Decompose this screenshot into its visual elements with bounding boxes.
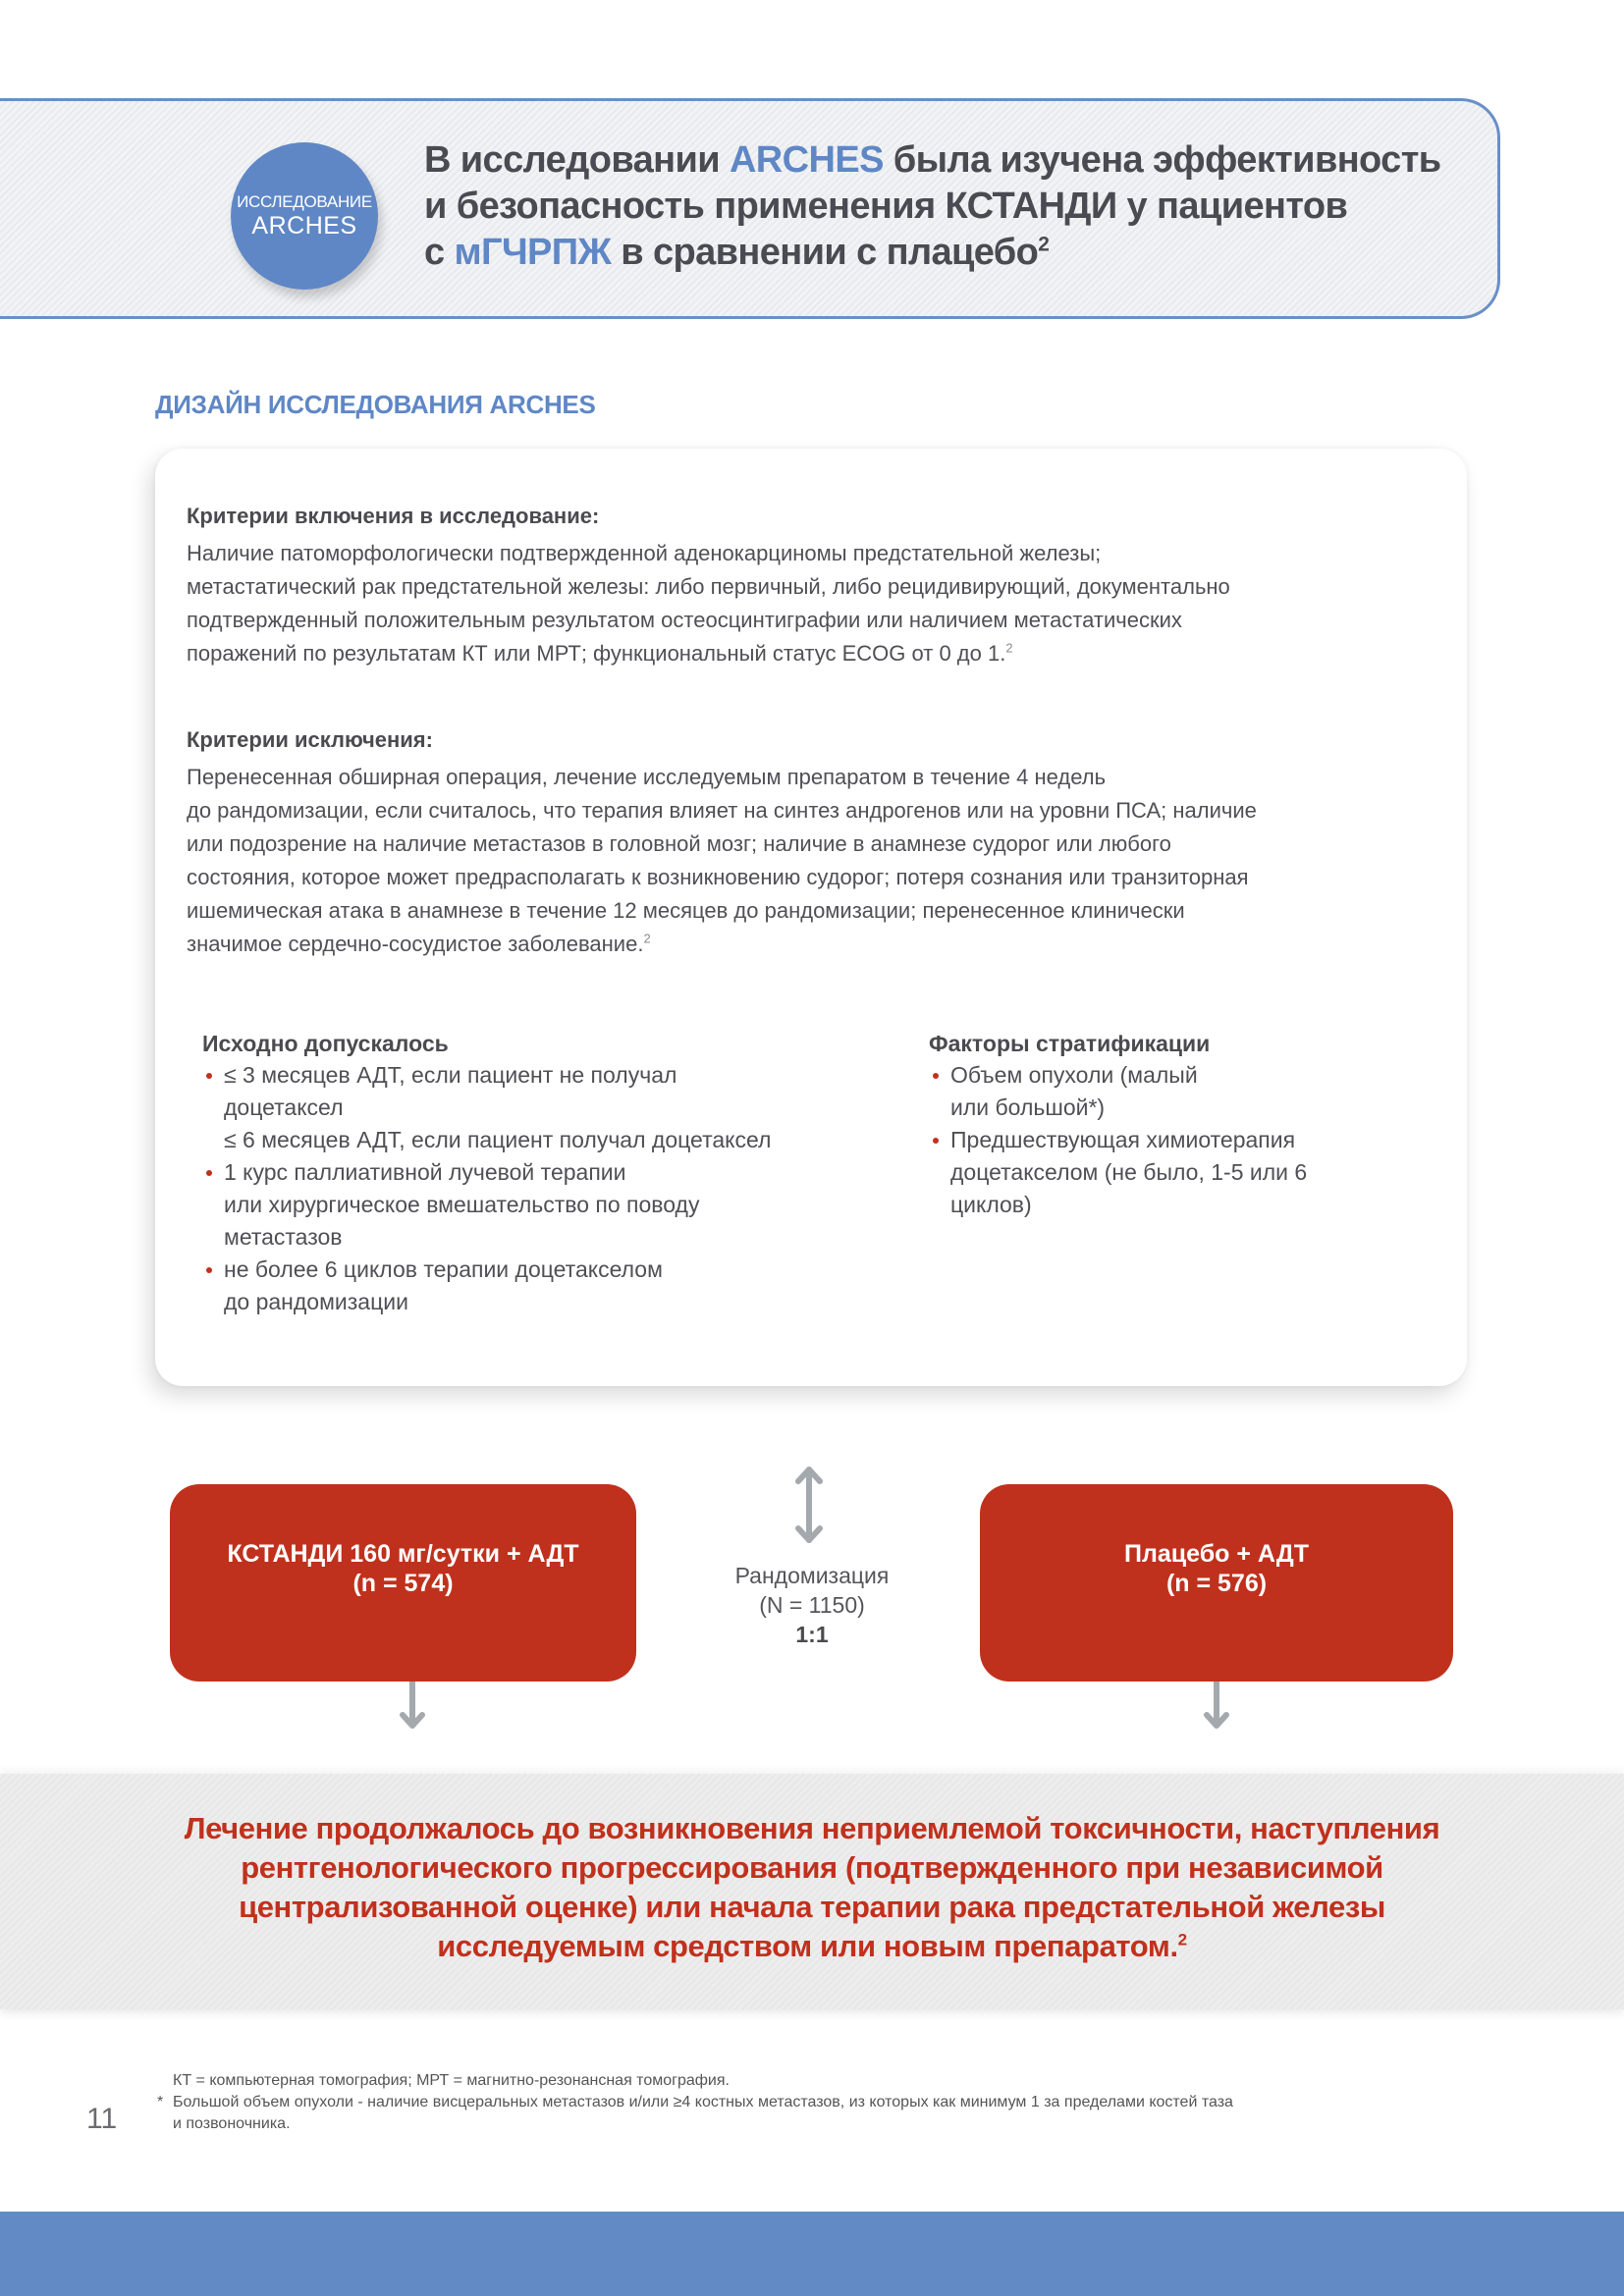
- allowed-title: Исходно допускалось: [202, 1031, 449, 1056]
- allowed-list: [202, 1028, 850, 1318]
- placebo-arm-box: [980, 1484, 1453, 1682]
- double-arrow-icon: [794, 1466, 824, 1544]
- bullet-icon: [206, 1170, 212, 1176]
- page-number: 11: [86, 2103, 118, 2135]
- list-item: ≤ 3 месяцев АДТ, если пациент не получал доцетаксел ≤ 6 месяцев АДТ, если пациент получал доцетаксел: [202, 1059, 850, 1156]
- badge-label: ИССЛЕДОВАНИЕ: [237, 192, 372, 211]
- title-line-3: с мГЧРПЖ в сравнении с плацебо$^2$: [424, 232, 1050, 273]
- bullet-icon: [933, 1138, 939, 1144]
- arrow-down-icon: [398, 1682, 427, 1731]
- inclusion-text: Наличие патоморфологически подтвержденной аденокарциномы предстательной железы; метастатический рак предстательной железы: либо первичный, либо рецидивирующий, документально подтвержденный положительным результатом остеосцинтиграфии или наличием метастатических поражений по результатам КТ или МРТ; функциональный статус ECOG от 0 до 1.$^2$: [187, 541, 1230, 666]
- bullet-icon: [206, 1267, 212, 1273]
- arm-label: КСТАНДИ 160 мг/сутки + АДТ: [227, 1539, 579, 1568]
- randomization-ratio: 1:1: [795, 1622, 829, 1647]
- stratification-title: Факторы стратификации: [929, 1031, 1211, 1056]
- reference-superscript: 2: [1177, 1930, 1187, 1949]
- bullet-icon: [206, 1073, 212, 1079]
- title-highlight-arches: ARCHES: [729, 139, 884, 181]
- treatment-duration-text: Лечение продолжалось до возникновения неприемлемой токсичности, наступления рентгенологического прогрессирования (подтвержденного при независимой централизованной оценке) или начала терапии рака предстательной железы исследуемым средством или новым препаратом.$^2$: [184, 1811, 1440, 1963]
- footnote-tumor-volume: * Большой объем опухоли - наличие висцеральных метастазов и/или ≥4 костных метастазов, из которых как минимум 1 за пределами костей таза: [173, 2092, 1449, 2113]
- footnote-tumor-volume-cont: и позвоночника.: [173, 2115, 291, 2132]
- inclusion-criteria: [187, 502, 1443, 670]
- title-line-2: и безопасность применения КСТАНДИ у пациентов: [424, 186, 1348, 227]
- enzalutamide-arm-box: [170, 1484, 636, 1682]
- arm-label: Плацебо + АДТ: [1124, 1539, 1309, 1568]
- footnotes: [157, 2070, 1449, 2135]
- list-item: Объем опухоли (малый или большой*): [929, 1059, 1439, 1124]
- study-badge: [231, 142, 378, 290]
- exclusion-title: Критерии исключения:: [187, 727, 433, 752]
- stratification-items: [929, 1059, 1439, 1221]
- arrow-down-icon: [1202, 1682, 1231, 1731]
- list-item: 1 курс паллиативной лучевой терапии или хирургическое вмешательство по поводу метастазов: [202, 1156, 850, 1254]
- criteria-card: [155, 449, 1467, 1386]
- exclusion-text: Перенесенная обширная операция, лечение исследуемым препаратом в течение 4 недель до рандомизации, если считалось, что терапия влияет на синтез андрогенов или на уровни ПСА; наличие или подозрение на наличие метастазов в головной мозг; наличие в анамнезе судорог или любого состояния, которое может предрасполагать к возникновению судорог; потеря сознания или транзиторная ишемическая атака в анамнезе в течение 12 месяцев до рандомизации; перенесенное клинически значимое сердечно-сосудистое заболевание.$^2$: [187, 765, 1257, 956]
- reference-superscript: 2: [1005, 640, 1013, 656]
- title-line-1: В исследовании ARCHES была изучена эффективность: [424, 139, 1441, 181]
- badge-study-name: ARCHES: [251, 212, 357, 240]
- title-highlight-mhspc: мГЧРПЖ: [454, 232, 612, 273]
- footer-bar: [0, 2212, 1624, 2296]
- list-item: не более 6 циклов терапии доцетакселом до рандомизации: [202, 1254, 850, 1318]
- list-item: Предшествующая химиотерапия доцетакселом (не было, 1-5 или 6 циклов): [929, 1124, 1439, 1221]
- allowed-items: [202, 1059, 850, 1318]
- arm-count: (n = 576): [1165, 1569, 1268, 1597]
- stratification-list: [929, 1028, 1439, 1221]
- arm-count: (n = 574): [352, 1569, 454, 1597]
- footnote-abbreviations: КТ = компьютерная томография; МРТ = магнитно-резонансная томография.: [173, 2072, 730, 2089]
- asterisk-mark: *: [157, 2094, 164, 2110]
- bullet-icon: [933, 1073, 939, 1079]
- reference-superscript: 2: [643, 931, 651, 946]
- randomization-label: Рандомизация (N = 1150) 1:1: [704, 1561, 920, 1649]
- reference-superscript: 2: [1038, 233, 1050, 256]
- exclusion-criteria: [187, 725, 1443, 961]
- page-title: [424, 137, 1485, 276]
- inclusion-title: Критерии включения в исследование:: [187, 504, 600, 528]
- section-heading: ДИЗАЙН ИССЛЕДОВАНИЯ ARCHES: [155, 390, 596, 419]
